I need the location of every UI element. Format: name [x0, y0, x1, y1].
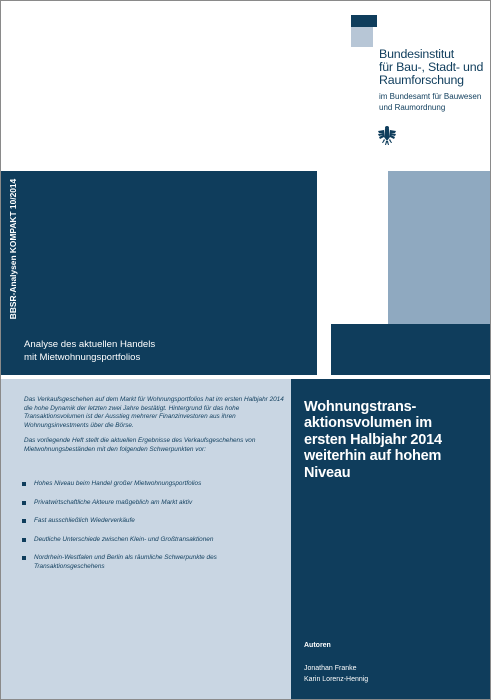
author-name: Jonathan Franke	[304, 665, 357, 672]
bullet-text: Privatwirtschaftliche Akteure maßgeblich am Markt aktiv	[34, 498, 193, 506]
bullet-text: Deutliche Unterschiede zwischen Klein- und Großtransaktionen	[34, 535, 214, 543]
subtitle-line: mit Mietwohnungsportfolios	[24, 351, 141, 363]
cover-subtitle	[24, 339, 224, 364]
institute-name-line: Raumforschung	[379, 73, 464, 87]
bullet-text: Hohes Niveau beim Handel großer Mietwohnungsportfolios	[34, 480, 202, 487]
institute-name-line: Bundesinstitut	[379, 47, 455, 61]
square-bullet-icon	[22, 482, 26, 486]
series-text: BBSR-Analysen KOMPAKT 10/2014	[8, 178, 18, 320]
square-bullet-icon	[22, 519, 26, 523]
headline-line: aktionsvolumen im	[304, 415, 432, 432]
bullet-text: Nordrhein-Westfalen und Berlin als räumliche Schwerpunkte des Transaktionsgeschehens	[34, 554, 217, 570]
cover-headline	[304, 399, 484, 481]
list-item	[22, 554, 284, 571]
headline-line: Wohnungstrans-	[304, 399, 417, 415]
bullet-text: Fast ausschließlich Wiederverkäufe	[34, 517, 135, 525]
square-bullet-icon	[22, 501, 26, 505]
subtitle-line: Analyse des aktuellen Handels	[24, 339, 156, 350]
abstract-text	[24, 396, 286, 462]
abstract-paragraph: Das vorliegende Heft stellt die aktuellen Ergebnisse des Verkaufsgeschehens von Mietwohnungsbeständen mit den folgenden Schwerpunkten vor:	[24, 437, 256, 453]
headline-line: Niveau	[304, 464, 351, 481]
series-label	[4, 179, 22, 319]
cover-panel-light	[388, 171, 490, 324]
institute-name-line: für Bau-, Stadt- und	[379, 60, 484, 74]
list-item	[22, 499, 284, 508]
institute-sub-line: und Raumordnung	[379, 102, 446, 112]
list-item	[22, 517, 284, 526]
logo-square-light	[351, 27, 373, 47]
institute-name	[379, 48, 489, 87]
list-item	[22, 480, 284, 489]
square-bullet-icon	[22, 556, 26, 560]
list-item	[22, 536, 284, 545]
key-points-list	[22, 480, 284, 582]
author-name: Karin Lorenz-Hennig	[304, 676, 369, 683]
authors-heading: Autoren	[304, 642, 331, 649]
headline-line: ersten Halbjahr 2014	[304, 431, 442, 448]
federal-eagle-icon	[377, 125, 397, 147]
headline-line: weiterhin auf hohem	[304, 448, 442, 465]
square-bullet-icon	[22, 538, 26, 542]
institute-sub-line: im Bundesamt für Bauwesen	[379, 92, 482, 101]
abstract-paragraph: Das Verkaufsgeschehen auf dem Markt für Wohnungsportfolios hat im ersten Halbjahr 2014 die hohe Dynamik der letzten zwei Jahre bestätigt. Hintergrund für das hohe Transaktionsvolumen ist der Ausstieg mehrerer Finanzinvestoren aus ihren Wohnungsinvestments über die Börse.	[24, 396, 284, 429]
institute-subtitle	[379, 92, 489, 113]
cover-panel-white	[331, 171, 388, 324]
